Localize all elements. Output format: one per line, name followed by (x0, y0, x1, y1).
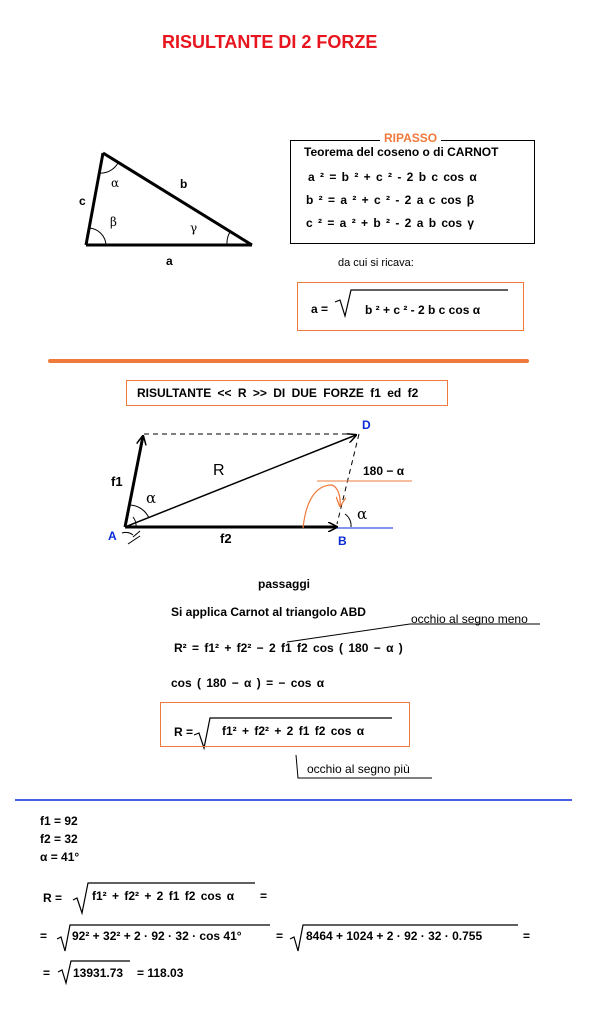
risultante-text: RISULTANTE << R >> DI DUE FORZE f1 ed f2 (137, 386, 419, 400)
value-f2: f2 = 32 (40, 832, 78, 846)
occhio-meno-text: occhio al segno meno (411, 612, 528, 626)
formula-b: b ² = a ² + c ² - 2 a c cos β (306, 193, 475, 207)
line1-eq: = (40, 929, 48, 943)
occhio-piu-text: occhio al segno più (307, 762, 410, 776)
line2-eq: = (43, 966, 51, 980)
ripasso-heading: RIPASSO (380, 131, 441, 145)
formula-a-left: a = (311, 302, 329, 316)
line1-mid: = (276, 929, 284, 943)
parallelogram-diagram (122, 434, 412, 544)
formula-a: a ² = b ² + c ² - 2 b c cos α (308, 170, 477, 184)
angle-alpha: α (111, 176, 120, 190)
angle-alpha-B: α (357, 505, 368, 523)
r2-content: f1² + f2² + 2 f1 f2 cos α (92, 889, 235, 903)
cos-identity: cos ( 180 − α ) = − cos α (171, 676, 325, 690)
value-alpha: α = 41° (40, 850, 80, 864)
r2-eq: = (260, 889, 268, 903)
label-R: R (213, 462, 225, 479)
triangle-shape (86, 153, 252, 245)
label-D: D (362, 418, 371, 432)
value-f1: f1 = 92 (40, 814, 78, 828)
label-f1: f1 (111, 474, 123, 489)
angle-gamma: γ (190, 221, 198, 235)
r-content: f1² + f2² + 2 f1 f2 cos α (222, 724, 365, 738)
line1-end: = (523, 929, 531, 943)
label-b: b (180, 177, 188, 191)
ripasso-subtitle: Teorema del coseno o di CARNOT (304, 145, 499, 159)
carnot-text: Si applica Carnot al triangolo ABD (171, 605, 366, 619)
line2-result: = 118.03 (137, 966, 184, 980)
ricava-text: da cui si ricava: (338, 257, 414, 269)
label-B: B (338, 534, 347, 548)
r-left: R = (174, 725, 194, 739)
formula-c: c ² = a ² + b ² - 2 a b cos γ (306, 216, 475, 230)
r2-formula: R² = f1² + f2² − 2 f1 f2 cos ( 180 − α ) (174, 641, 403, 655)
page-title: RISULTANTE DI 2 FORZE (162, 32, 378, 52)
line2-a: 13931.73 (73, 966, 124, 980)
label-f2: f2 (220, 531, 232, 546)
label-c: c (79, 194, 86, 208)
label-A: A (108, 529, 117, 543)
label-a: a (166, 254, 173, 268)
r2-left: R = (43, 891, 63, 905)
passaggi-text: passaggi (258, 577, 311, 591)
line1-a: 92² + 32² + 2 · 92 · 32 · cos 41° (72, 929, 242, 943)
formula-a-content: b ² + c ² - 2 b c cos α (365, 303, 481, 317)
callout-meno (287, 624, 540, 642)
angle-beta: β (110, 215, 117, 229)
line1-b: 8464 + 1024 + 2 · 92 · 32 · 0.755 (306, 929, 483, 943)
label-180-alpha: 180 − α (363, 464, 405, 478)
angle-alpha-A: α (146, 489, 157, 507)
